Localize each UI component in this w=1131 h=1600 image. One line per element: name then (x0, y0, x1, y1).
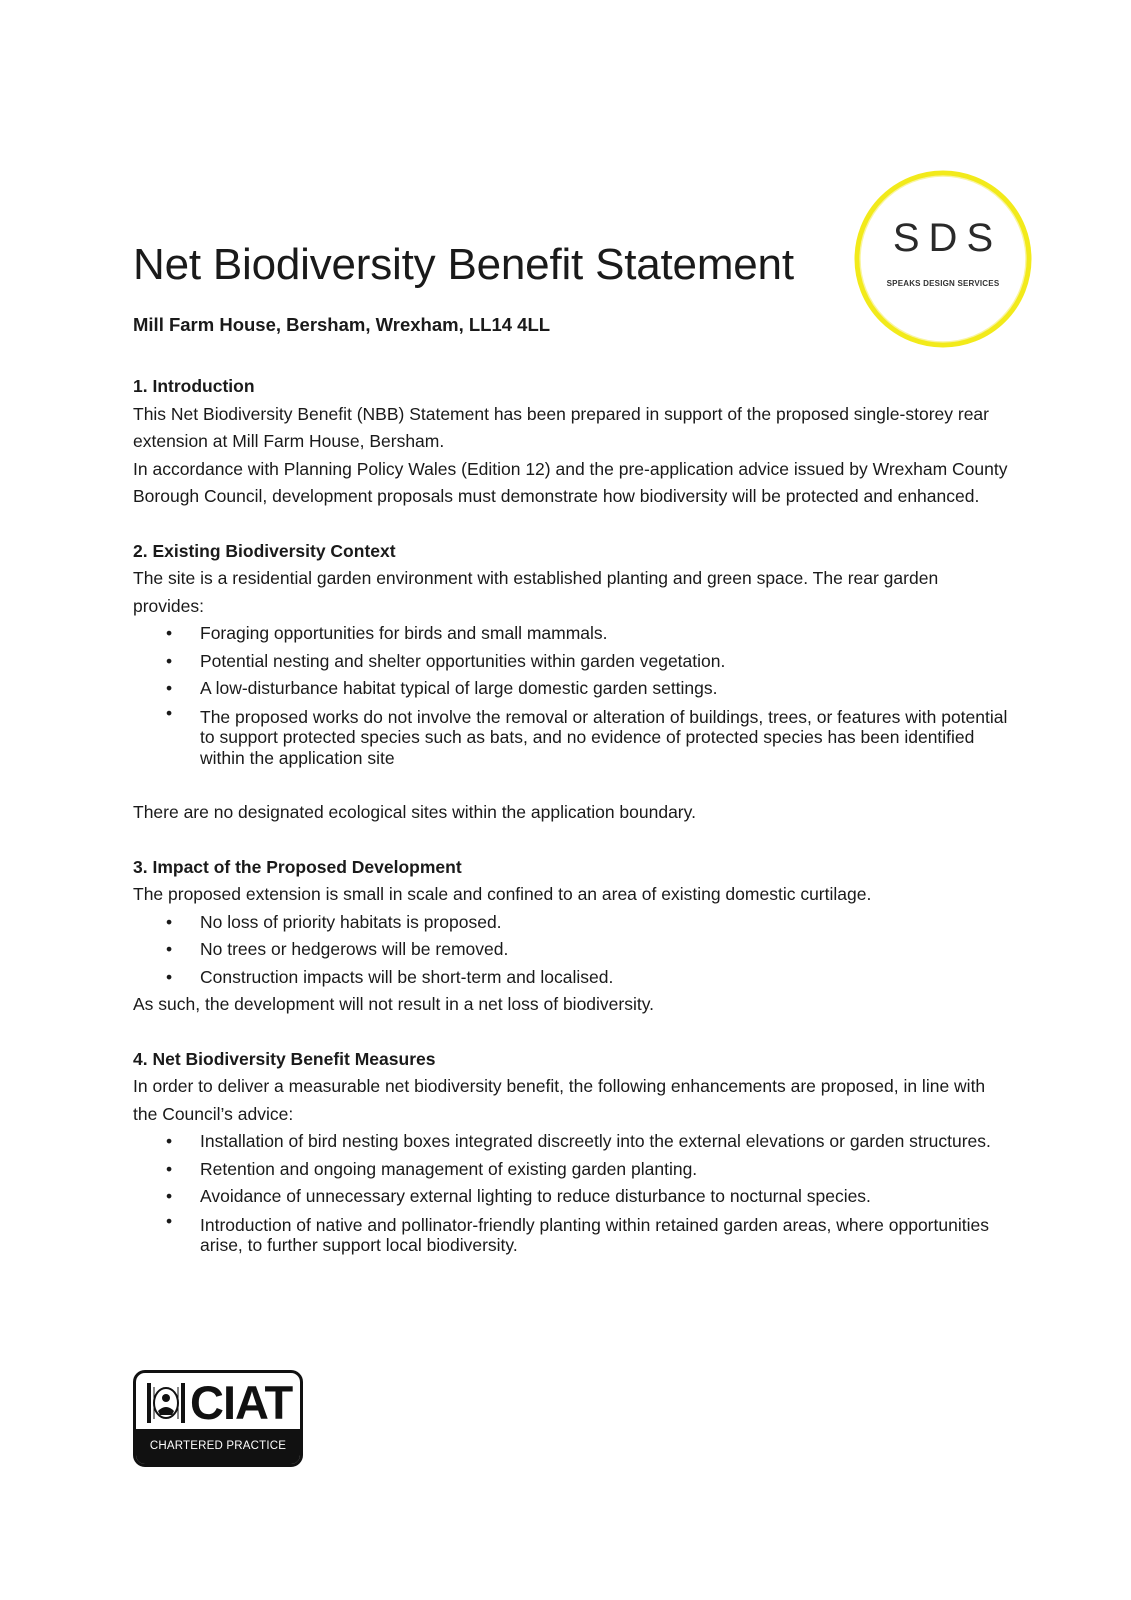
paragraph: The site is a residential garden environment with established planting and green space. The rear garden provides: (133, 568, 939, 616)
document-body (133, 373, 1013, 1287)
paragraph: In accordance with Planning Policy Wales (Edition 12) and the pre-application advice issued by Wrexham County Borough Council, development proposals must demonstrate how biodiversity will be protected and enhanced. (133, 458, 1008, 506)
paragraph: There are no designated ecological sites within the application boundary. (133, 802, 696, 822)
list-item: • Retention and ongoing management of existing garden planting. (133, 1156, 1013, 1184)
section-existing-context (133, 538, 1013, 827)
list-item: • No trees or hedgerows will be removed. (133, 936, 1013, 964)
paragraph: The proposed extension is small in scale and confined to an area of existing domestic curtilage. (133, 884, 872, 904)
list-item: • Foraging opportunities for birds and small mammals. (133, 620, 1013, 648)
section-heading: 4. Net Biodiversity Benefit Measures (133, 1048, 436, 1069)
section-measures (133, 1046, 1013, 1260)
list-item: • Introduction of native and pollinator-friendly planting within retained garden areas, where opportunities arise, to further support local biodiversity. (133, 1211, 1013, 1260)
document-title: Net Biodiversity Benefit Statement (133, 240, 794, 289)
ciat-label: CHARTERED PRACTICE (136, 1429, 300, 1464)
bullet-list (133, 620, 1013, 772)
logo-initials: SDS (892, 216, 1003, 260)
section-heading: 1. Introduction (133, 376, 255, 396)
list-item: • No loss of priority habitats is proposed. (133, 909, 1013, 937)
ciat-wordmark: CIAT (190, 1376, 293, 1429)
section-heading: 3. Impact of the Proposed Development (133, 856, 462, 877)
list-item: • Avoidance of unnecessary external lighting to reduce disturbance to nocturnal species. (133, 1183, 1013, 1211)
list-item: • The proposed works do not involve the removal or alteration of buildings, trees, or features with potential to support protected species such as bats, and no evidence of protected species has been identified within the application site (133, 703, 1013, 773)
list-item: • Potential nesting and shelter opportunities within garden vegetation. (133, 648, 1013, 676)
paragraph: This Net Biodiversity Benefit (NBB) Statement has been prepared in support of the proposed single-storey rear extension at Mill Farm House, Bersham. (133, 403, 989, 451)
list-item: • A low-disturbance habitat typical of large domestic garden settings. (133, 675, 1013, 703)
paragraph: As such, the development will not result in a net loss of biodiversity. (133, 994, 655, 1014)
ciat-badge (133, 1370, 303, 1467)
section-heading: 2. Existing Biodiversity Context (133, 540, 396, 561)
bullet-list (133, 1128, 1013, 1260)
document-subtitle: Mill Farm House, Bersham, Wrexham, LL14 4LL (133, 314, 551, 335)
section-impact (133, 854, 1013, 1019)
list-item: • Construction impacts will be short-term and localised. (133, 964, 1013, 992)
bullet-list (133, 909, 1013, 992)
ciat-seal-icon (146, 1381, 186, 1425)
paragraph: In order to deliver a measurable net biodiversity benefit, the following enhancements are proposed, in line with the Council’s advice: (133, 1076, 986, 1124)
logo-company-name: SPEAKS DESIGN SERVICES (886, 279, 1000, 288)
section-introduction (133, 373, 1013, 511)
sds-logo (852, 168, 1034, 350)
list-item: • Installation of bird nesting boxes integrated discreetly into the external elevations or garden structures. (133, 1128, 1013, 1156)
